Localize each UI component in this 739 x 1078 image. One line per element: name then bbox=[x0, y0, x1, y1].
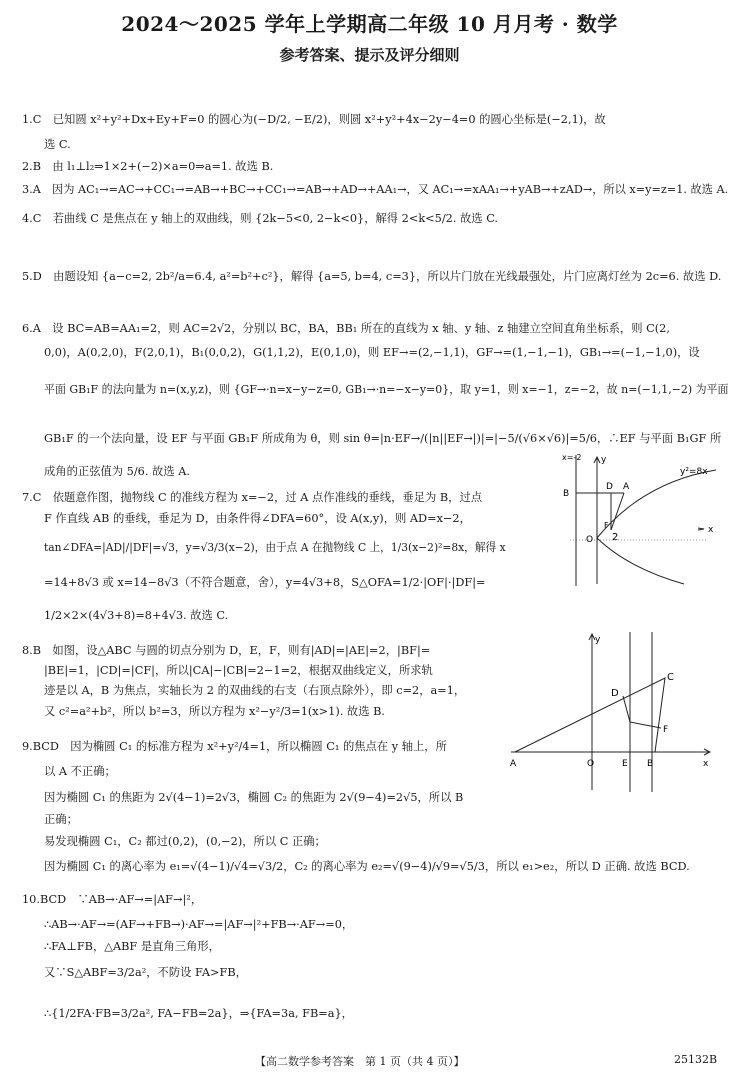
label-2: 2 bbox=[612, 532, 619, 543]
page-footer: 【高二数学参考答案 第 1 页（共 4 页）】 bbox=[255, 1055, 465, 1068]
answer-6-line-3: 平面 GB₁F 的法向量为 n=(x,y,z)，则 {GF→·n=x−y−z=0, GB₁→·n=−x−y=0}，取 y=1，则 x=−1，z=−2，故 n=(−1,1,−2) 为平面 bbox=[44, 383, 729, 396]
answer-6-line-1: 6.A 设 BC=AB=AA₁=2，则 AC=2√2，分别以 BC，BA，BB₁ 所在的直线为 x 轴、y 轴、z 轴建立空间直角坐标系，则 C(2, bbox=[22, 322, 670, 335]
incircle-figure bbox=[505, 628, 725, 796]
label-f: F bbox=[604, 521, 609, 530]
answer-8-line-1: 8.B 如图，设△ABC 与圆的切点分别为 D，E，F，则有|AD|=|AE|=2，|BF|= bbox=[22, 644, 431, 657]
answer-10-line-4: 又∵S△ABF=3/2a²，不防设 FA>FB， bbox=[44, 966, 247, 979]
answer-10-line-2: ∴AB→·AF→=(AF→+FB→)·AF→=|AF→|²+FB→·AF→=0， bbox=[44, 918, 354, 931]
label-y: y bbox=[601, 455, 607, 465]
answer-4: 4.C 若曲线 C 是焦点在 y 轴上的双曲线，则 {2k−5<0, 2−k<0}，解得 2<k<5/2. 故选 C. bbox=[22, 212, 499, 225]
label-a: A bbox=[623, 482, 630, 492]
segment-fa bbox=[611, 493, 624, 530]
answer-9-line-3: 因为椭圆 C₁ 的焦距为 2√(4−1)=2√3，椭圆 C₂ 的焦距为 2√(9−4)=2√5，所以 B bbox=[44, 791, 464, 804]
answer-6-line-2: 0,0)，A(0,2,0)，F(2,0,1)，B₁(0,0,2)，G(1,1,2)，E(0,1,0)，则 EF→=(2,−1,1)，GF→=(1,−1,−1)，GB₁→=(−1,−1,0)，设 bbox=[44, 346, 700, 359]
parabola-figure bbox=[548, 450, 728, 590]
label-e: E bbox=[622, 759, 628, 769]
answer-7-line-4: =14+8√3 或 x=14−8√3（不符合题意，舍），y=4√3+8，S△OFA=1/2·|OF|·|DF|= bbox=[44, 576, 486, 589]
label-o: O bbox=[586, 535, 594, 545]
answer-6-line-5: 成角的正弦值为 5/6. 故选 A. bbox=[44, 465, 190, 478]
label-x: x bbox=[703, 759, 709, 769]
answer-6-line-4: GB₁F 的一个法向量，设 EF 与平面 GB₁F 所成角为 θ，则 sin θ=|n·EF→/(|n||EF→|)|=|−5/(√6×√6)|=5/6，∴EF 与平面 B₁GF 所 bbox=[44, 432, 722, 445]
paper-code: 25132B bbox=[674, 1053, 718, 1066]
label-c: C bbox=[667, 672, 674, 683]
answer-1-line-1: 1.C 已知圆 x²+y²+Dx+Ey+F=0 的圆心为(−D/2, −E/2)，则圆 x²+y²+4x−2y−4=0 的圆心坐标是(−2,1)，故 bbox=[22, 113, 606, 126]
label-d: D bbox=[611, 688, 619, 699]
label-x: x bbox=[708, 525, 714, 535]
answer-9-line-4: 正确； bbox=[44, 813, 78, 826]
page-subtitle: 参考答案、提示及评分细则 bbox=[279, 46, 460, 64]
answer-9-line-1: 9.BCD 因为椭圆 C₁ 的标准方程为 x²+y²/4=1，所以椭圆 C₁ 的焦点在 y 轴上，所 bbox=[22, 740, 447, 753]
label-o: O bbox=[587, 759, 595, 769]
answer-8-line-2: |BE|=1，|CD|=|CF|，所以|CA|−|CB|=2−1=2，根据双曲线定义，所求轨 bbox=[44, 664, 433, 677]
label-b: B bbox=[563, 489, 570, 499]
triangle-abc bbox=[515, 678, 665, 752]
label-d: D bbox=[606, 482, 613, 492]
answer-10-line-5: ∴{1/2FA·FB=3/2a², FA−FB=2a}，⇒{FA=3a, FB=a}， bbox=[44, 1007, 353, 1020]
label-y: y bbox=[595, 635, 601, 645]
answer-7-line-2: F 作直线 AB 的垂线，垂足为 D，由条件得∠DFA=60°，设 A(x,y)，则 AD=x−2， bbox=[44, 512, 471, 525]
answer-1-line-2: 选 C. bbox=[44, 138, 71, 151]
label-curve: y²=8x bbox=[680, 467, 708, 477]
answer-3: 3.A 因为 AC₁→=AC→+CC₁→=AB→+BC→+CC₁→=AB→+AD→+AA₁→，又 AC₁→=xAA₁→+yAB→+zAD→，所以 x=y=z=1. 故选 A. bbox=[22, 183, 729, 196]
x-axis-arrow bbox=[698, 528, 704, 530]
answer-5: 5.D 由题设知 {a−c=2, 2b²/a=6.4, a²=b²+c²}，解得 {a=5, b=4, c=3}，所以片门放在光线最强处，片门应离灯丝为 2c=6. 故选 D. bbox=[22, 270, 722, 283]
answer-10-line-3: ∴FA⊥FB，△ABF 是直角三角形， bbox=[44, 940, 220, 953]
label-directrix: x=-2 bbox=[562, 453, 582, 462]
answer-2: 2.B 由 l₁⊥l₂⇒1×2+(−2)×a=0⇒a=1. 故选 B. bbox=[22, 160, 274, 173]
answer-8-line-4: 又 c²=a²+b²，所以 b²=3，所以方程为 x²−y²/3=1(x>1). 故选 B. bbox=[44, 705, 385, 718]
answer-7-line-1: 7.C 依题意作图，抛物线 C 的准线方程为 x=−2，过 A 点作准线的垂线，垂足为 B，过点 bbox=[22, 491, 483, 504]
label-f: F bbox=[663, 725, 669, 735]
answer-10-line-1: 10.BCD ∵AB→·AF→=|AF→|²， bbox=[22, 893, 203, 906]
answer-8-line-3: 迹是以 A，B 为焦点，实轴长为 2 的双曲线的右支（右顶点除外），即 c=2，a=1， bbox=[44, 684, 466, 697]
answer-7-line-5: 1/2×2×(4√3+8)=8+4√3. 故选 C. bbox=[44, 609, 229, 622]
answer-9-line-6: 因为椭圆 C₁ 的离心率为 e₁=√(4−1)/√4=√3/2，C₂ 的离心率为 e₂=√(9−4)/√9=√5/3，所以 e₁>e₂，所以 D 正确. 故选 BCD. bbox=[44, 860, 690, 873]
tangent-radii bbox=[623, 696, 661, 728]
answer-9-line-5: 易发现椭圆 C₁，C₂ 都过(0,2)，(0,−2)，所以 C 正确； bbox=[44, 835, 326, 848]
label-a: A bbox=[510, 759, 517, 769]
answer-9-line-2: 以 A 不正确； bbox=[44, 765, 116, 778]
parabola-curve bbox=[597, 470, 716, 584]
page-title: 2024～2025 学年上学期高二年级 10 月月考 · 数学 bbox=[121, 12, 618, 36]
answer-7-line-3: tan∠DFA=|AD|/|DF|=√3，y=√3/3(x−2)，由于点 A 在抛物线 C 上，1/3(x−2)²=8x，解得 x bbox=[44, 541, 506, 554]
label-b: B bbox=[647, 759, 654, 769]
